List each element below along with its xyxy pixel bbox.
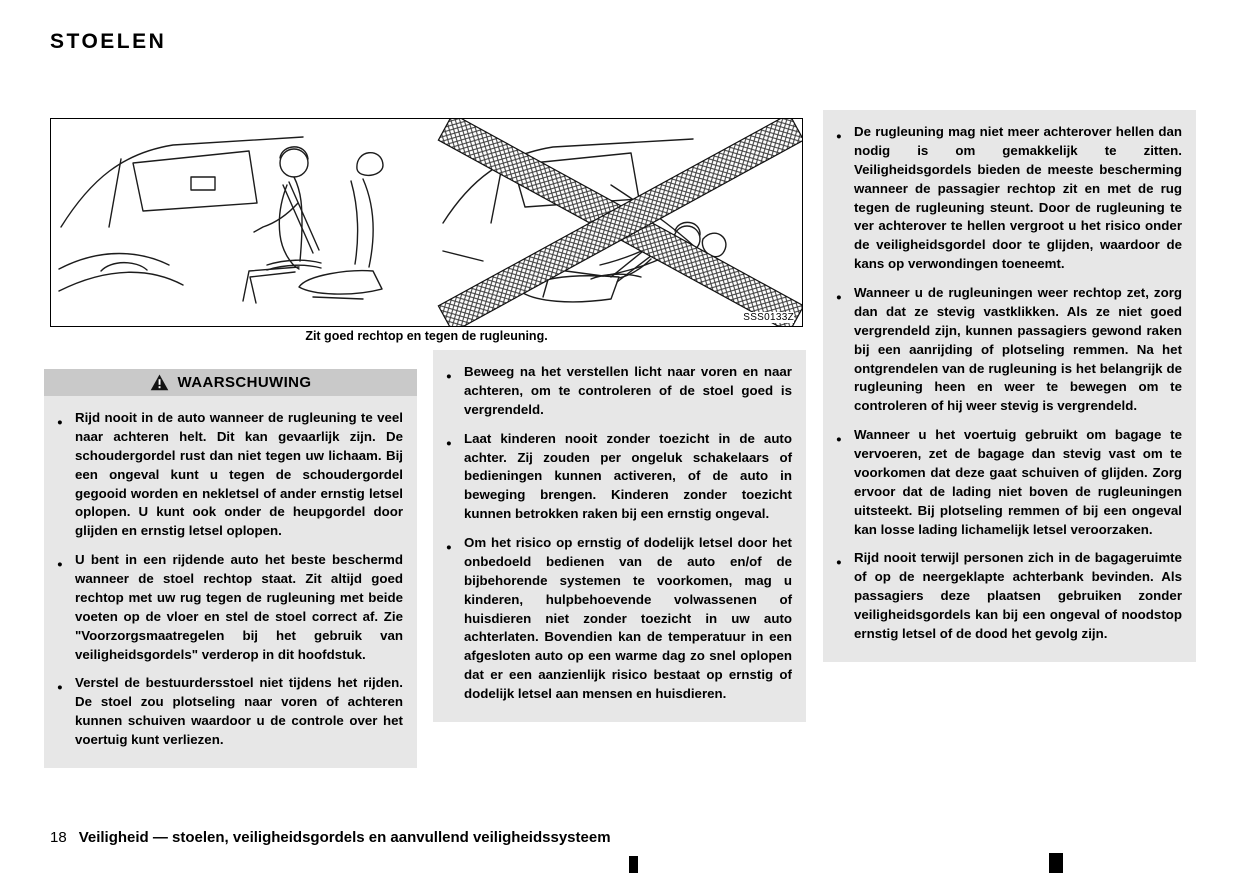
warning-item bbox=[57, 551, 403, 664]
footer-section-title: Veiligheid — stoelen, veiligheidsgordels en aanvullend veiligheidssysteem bbox=[78, 829, 611, 846]
warning-item-text: Rijd nooit terwijl personen zich in de bagageruimte of op de neergeklapte achterbank bevinden. Als passagiers deze plaatsen gebruiken zonder veiligheidsgordels kan bij een ongeval of noodstop ernstig letsel of de dood het gevolg zijn. bbox=[854, 550, 1182, 641]
warning-item bbox=[836, 426, 1182, 539]
bullet-icon bbox=[836, 549, 854, 643]
bullet-icon bbox=[836, 426, 854, 539]
warning-item bbox=[446, 534, 792, 704]
print-registration-mark bbox=[629, 856, 638, 873]
warning-item bbox=[446, 430, 792, 524]
warning-item bbox=[836, 284, 1182, 416]
warning-item-text: Wanneer u het voertuig gebruikt om bagage te vervoeren, zet de bagage dan stevig vast om te voorkomen dat deze gaat schuiven of glijden. Zorg ervoor dat de lading niet boven de rugleuningen uitsteekt. Bij plotseling remmen of bij een ongeval kan losse lading lichamelijk letsel veroorzaken. bbox=[854, 427, 1182, 537]
figure-caption: Zit goed rechtop en tegen de rugleuning. bbox=[305, 329, 548, 343]
upright-occupant-drawing bbox=[59, 137, 383, 303]
page-title: STOELEN bbox=[50, 30, 167, 53]
warning-item bbox=[57, 409, 403, 541]
warning-header-label: WAARSCHUWING bbox=[177, 374, 312, 391]
warning-item-text: Verstel de bestuurdersstoel niet tijdens het rijden. De stoel zou plotseling naar voren of achteren kunnen schuiven waardoor u de controle over het voertuig kunt verliezen. bbox=[75, 675, 403, 747]
bullet-icon bbox=[836, 284, 854, 416]
bullet-icon bbox=[57, 551, 75, 664]
warning-body-middle bbox=[433, 350, 806, 722]
warning-item bbox=[57, 674, 403, 750]
warning-body-left bbox=[44, 396, 417, 768]
page-number: 18 bbox=[50, 829, 67, 846]
warning-item bbox=[836, 549, 1182, 643]
seat-illustration-figure bbox=[50, 118, 803, 327]
warning-triangle-icon bbox=[150, 374, 169, 391]
bullet-icon bbox=[57, 674, 75, 750]
crossed-out-x-overlay bbox=[438, 119, 802, 326]
warning-item-text: De rugleuning mag niet meer achterover hellen dan nodig is om gemakkelijk te zitten. Veiligheidsgordels bieden de meeste bescherming wanneer de passagier rechtop zit en met de rug tegen de rugleuning steunt. Door de rugleuning te ver achterover te hellen vergroot u het risico onder de veiligheidsgordel door te glijden, waardoor de kans op verwondingen toeneemt. bbox=[854, 124, 1182, 272]
bullet-icon bbox=[446, 534, 464, 704]
bullet-icon bbox=[446, 363, 464, 420]
bullet-icon bbox=[57, 409, 75, 541]
warning-item-text: Laat kinderen nooit zonder toezicht in de auto achter. Zij zouden per ongeluk schakelaars of bedieningen kunnen activeren, of de auto in beweging brengen. Kinderen zonder toezicht kunnen betrokken raken bij een ernstig ongeval. bbox=[464, 430, 792, 522]
warning-body-right bbox=[823, 110, 1196, 662]
page-footer bbox=[50, 829, 611, 846]
warning-item bbox=[836, 123, 1182, 274]
seat-illustration bbox=[51, 119, 802, 326]
warning-column-middle bbox=[433, 350, 806, 722]
figure-code: SSS0133Z bbox=[739, 312, 794, 323]
warning-item-text: Om het risico op ernstig of dodelijk letsel door het onbedoeld bedienen van de auto en/of de bijbehorende systemen te voorkomen, mag u kinderen, hulpbehoevende volwassenen of huisdieren niet zonder toezicht in uw auto achterlaten. Bovendien kan de temperatuur in een afgesloten auto op een warme dag zo snel oplopen dat er een aanzienlijk risico bestaat op ernstig of dodelijk letsel aan mensen en huisdieren. bbox=[464, 535, 792, 701]
warning-header bbox=[44, 369, 417, 396]
warning-column-left bbox=[44, 369, 417, 768]
bullet-icon bbox=[836, 123, 854, 274]
warning-item-text: Rijd nooit in de auto wanneer de rugleuning te veel naar achteren helt. Dit kan gevaarlijk zijn. De schoudergordel rust dan niet tegen uw lichaam. Bij een ongeval kunt u tegen de schoudergordel gegooid worden en nekletsel of ander ernstig letsel oplopen. U kunt ook onder de heupgordel door glijden en ernstig letsel oplopen. bbox=[75, 410, 403, 539]
warning-item-text: Wanneer u de rugleuningen weer rechtop zet, zorg dan dat ze stevig vastklikken. Als ze niet goed vergrendeld zijn, kunnen passagiers gewond raken bij een aanrijding of plotseling remmen. Na het ontgrendelen van de rugleuning is het belangrijk de rugleuning heen en weer te bewegen om te controleren of hij weer stevig is vergrendeld. bbox=[854, 285, 1182, 414]
warning-column-right bbox=[823, 110, 1196, 662]
bullet-icon bbox=[446, 430, 464, 524]
warning-item-text: Beweeg na het verstellen licht naar voren en naar achteren, om te controleren of de stoel goed is vergrendeld. bbox=[464, 364, 792, 417]
warning-item-text: U bent in een rijdende auto het beste beschermd wanneer de stoel rechtop staat. Zit altijd goed rechtop met uw rug tegen de rugleuning met beide voeten op de vloer en stel de stoel correct af. Zie "Voorzorgsmaatregelen bij het gebruik van veiligheidsgordels" verderop in dit hoofdstuk. bbox=[75, 552, 403, 662]
warning-item bbox=[446, 363, 792, 420]
print-registration-mark bbox=[1049, 853, 1063, 873]
